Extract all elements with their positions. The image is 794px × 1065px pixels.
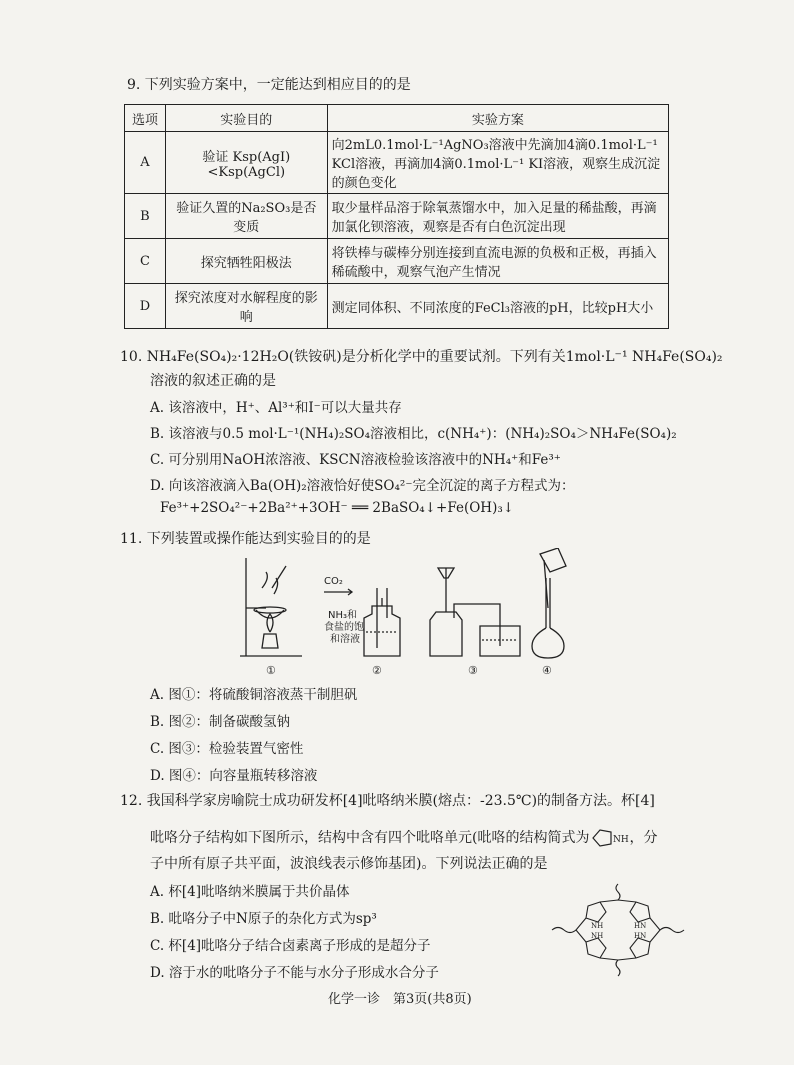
- q10-option-d: D. 向该溶液滴入Ba(OH)₂溶液恰好使SO₄²⁻完全沉淀的离子方程式为：: [150, 478, 575, 494]
- q10-option-a: A. 该溶液中，H⁺、Al³⁺和I⁻可以大量共存: [150, 400, 402, 416]
- header-purpose: 实验目的: [165, 105, 327, 132]
- figure-label-4: ④: [542, 664, 552, 677]
- row-purpose: 探究浓度对水解程度的影响: [165, 284, 327, 329]
- figure-label-2: ②: [372, 664, 382, 677]
- table-header-row: [125, 105, 669, 132]
- hn-label-4: HN: [634, 932, 647, 940]
- row-option: D: [125, 284, 166, 329]
- q9-stem: 9. 下列实验方案中，一定能达到相应目的的是: [127, 77, 411, 93]
- nh3-label-2: 食盐的饱: [324, 622, 364, 633]
- hn-label-2: HN: [634, 922, 647, 930]
- table-row: [125, 284, 669, 329]
- row-purpose: 验证 Ksp(AgI)<Ksp(AgCl): [165, 132, 327, 194]
- q12-stem-line2-end: ，分: [629, 830, 658, 846]
- table-row: [125, 239, 669, 284]
- q10-stem-line2: 溶液的叙述正确的是: [150, 373, 276, 389]
- q11-option-d: D. 图④：向容量瓶转移溶液: [150, 768, 318, 784]
- q11-option-a: A. 图①：将硫酸铜溶液蒸干制胆矾: [150, 687, 358, 703]
- calix4pyrrole-structure: [548, 880, 688, 980]
- nh3-label-3: 和溶液: [330, 634, 360, 645]
- row-plan: 将铁棒与碳棒分别连接到直流电源的负极和正极，再插入稀硫酸中，观察气泡产生情况: [327, 239, 668, 284]
- row-option: C: [125, 239, 166, 284]
- figure-label-1: ①: [266, 664, 276, 677]
- header-plan: 实验方案: [327, 105, 668, 132]
- q10-equation: Fe³⁺+2SO₄²⁻+2Ba²⁺+3OH⁻ ══ 2BaSO₄↓+Fe(OH)₃↓: [160, 500, 515, 516]
- q12-stem-line2-text: 吡咯分子结构如下图所示，结构中含有四个吡咯单元(吡咯的结构简式为: [150, 830, 590, 846]
- row-plan: 取少量样品溶于除氧蒸馏水中，加入足量的稀盐酸，再滴加氯化钡溶液，观察是否有白色沉淀出现: [327, 194, 668, 239]
- table-row: [125, 194, 669, 239]
- row-option: A: [125, 132, 166, 194]
- q11-option-c: C. 图③：检验装置气密性: [150, 741, 304, 757]
- q12-option-b: B. 吡咯分子中N原子的杂化方式为sp³: [150, 911, 377, 927]
- q12-option-c: C. 杯[4]吡咯分子结合卤素离子形成的是超分子: [150, 938, 431, 954]
- q10-option-b: B. 该溶液与0.5 mol·L⁻¹(NH₄)₂SO₄溶液相比，c(NH₄⁺)：(NH₄)₂SO₄＞NH₄Fe(SO₄)₂: [150, 426, 677, 442]
- q11-option-b: B. 图②：制备碳酸氢钠: [150, 714, 291, 730]
- page-footer: 化学一诊 第3页(共8页): [328, 992, 472, 1007]
- row-purpose: 探究牺牲阳极法: [165, 239, 327, 284]
- pyrrole-nh-label: NH: [613, 835, 630, 845]
- row-plan: 向2mL0.1mol·L⁻¹AgNO₃溶液中先滴加4滴0.1mol·L⁻¹ KCl溶液，再滴加4滴0.1mol·L⁻¹ KI溶液，观察生成沉淀的颜色变化: [327, 132, 668, 194]
- q12-stem-line1: 12. 我国科学家房喻院士成功研发杯[4]吡咯纳米膜(熔点：-23.5℃)的制备方法。杯[4]: [120, 793, 655, 809]
- q11-apparatus-figure: [232, 548, 592, 680]
- header-option: 选项: [125, 105, 166, 132]
- row-purpose: 验证久置的Na₂SO₃是否变质: [165, 194, 327, 239]
- figure-label-3: ③: [468, 664, 478, 677]
- row-option: B: [125, 194, 166, 239]
- q12-option-d: D. 溶于水的吡咯分子不能与水分子形成水合分子: [150, 965, 439, 981]
- co2-label: CO₂: [324, 576, 343, 587]
- pyrrole-structure-icon: [589, 828, 629, 848]
- table-row: [125, 132, 669, 194]
- nh3-label-1: NH₃和: [328, 610, 358, 621]
- q9-table: [124, 104, 669, 329]
- nh-label-1: NH: [591, 922, 604, 930]
- q12-stem-line3: 子中所有原子共平面，波浪线表示修饰基团)。下列说法正确的是: [150, 856, 548, 872]
- nh-label-3: NH: [591, 932, 604, 940]
- q10-option-c: C. 可分别用NaOH浓溶液、KSCN溶液检验该溶液中的NH₄⁺和Fe³⁺: [150, 452, 561, 468]
- q10-stem-line1: 10. NH₄Fe(SO₄)₂·12H₂O(铁铵矾)是分析化学中的重要试剂。下列有关1mol·L⁻¹ NH₄Fe(SO₄)₂: [120, 349, 723, 365]
- q12-option-a: A. 杯[4]吡咯纳米膜属于共价晶体: [150, 884, 350, 900]
- q12-stem-line2: [150, 827, 657, 848]
- row-plan: 测定同体积、不同浓度的FeCl₃溶液的pH，比较pH大小: [327, 284, 668, 329]
- q11-stem: 11. 下列装置或操作能达到实验目的的是: [120, 531, 371, 547]
